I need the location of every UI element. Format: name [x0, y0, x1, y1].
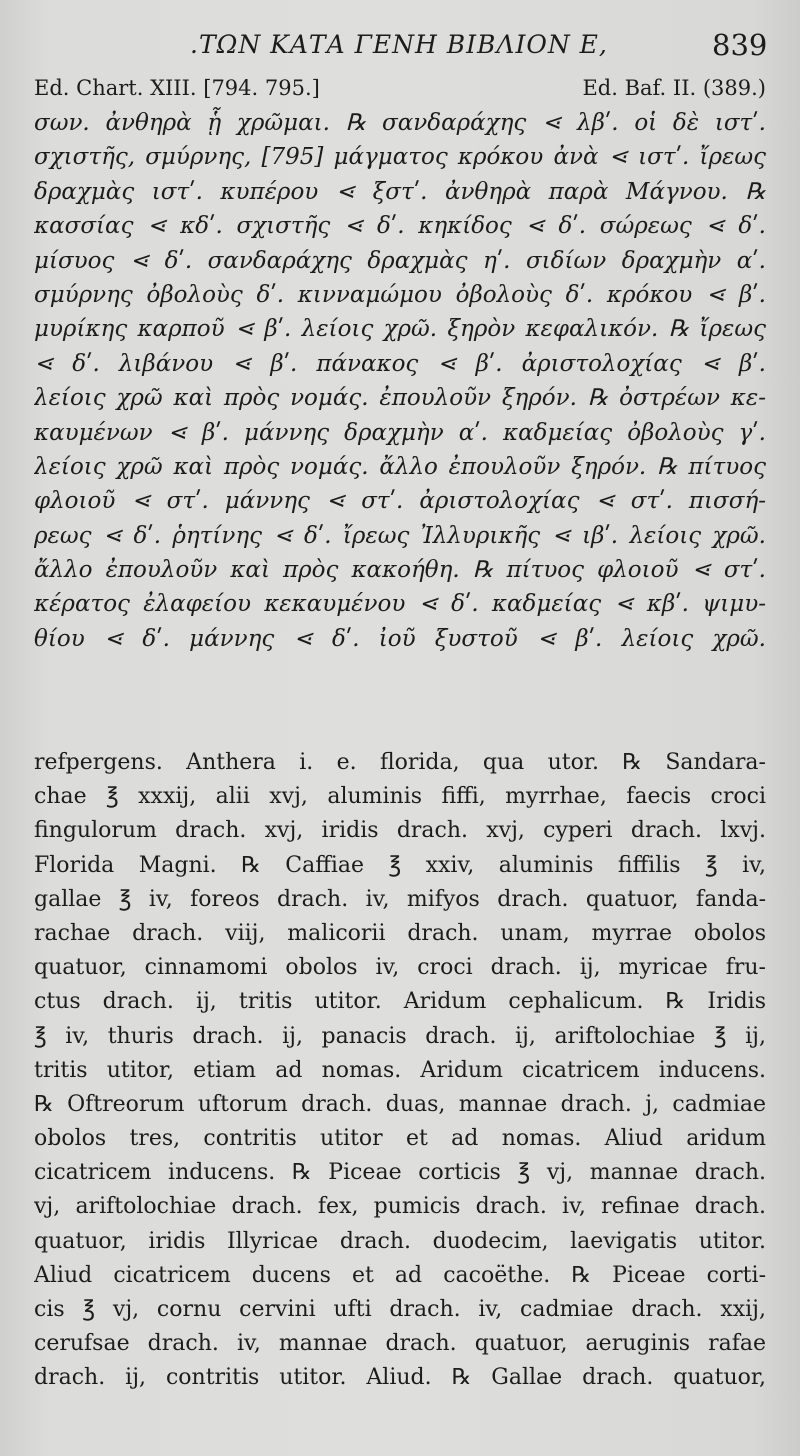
edition-references — [34, 76, 766, 108]
latin-line: Florida Magni. ℞ Caffiae ℥ xxiv, aluminis fiffilis ℥ iv, — [34, 852, 766, 878]
latin-line: Aliud cicatricem ducens et ad cacoëthe. ℞ Piceae corti- — [34, 1262, 766, 1288]
latin-line: gallae ℥ iv, foreos drach. iv, mifyos drach. quatuor, fanda- — [34, 886, 766, 912]
greek-line: καυμένων ⋖ βʹ. μάννης δραχμὴν αʹ. καδμείας ὀβολοὺς γʹ. — [34, 419, 766, 446]
latin-line: ctus drach. ij, tritis utitor. Aridum cephalicum. ℞ Iridis — [34, 989, 766, 1015]
greek-text-block — [34, 106, 766, 656]
greek-line: θίου ⋖ δʹ. μάννης ⋖ δʹ. ἰοῦ ξυστοῦ ⋖ βʹ. λείοις χρῶ. — [34, 625, 766, 652]
running-title: .ΤΩΝ ΚΑΤΑ ΓΕΝΗ ΒΙΒΛΙΟΝ Ε, — [190, 30, 608, 59]
greek-line: κασσίας ⋖ κδʹ. σχιστῆς ⋖ δʹ. κηκίδος ⋖ δʹ. σώρεως ⋖ δʹ. — [34, 213, 766, 240]
latin-line: drach. ij, contritis utitor. Aliud. ℞ Gallae drach. quatuor, — [34, 1365, 766, 1391]
greek-line: σχιστῆς, σμύρνης, [795] μάγματος κρόκου ἀνὰ ⋖ ιστʹ. ἴρεως — [34, 144, 766, 171]
greek-line: μίσυος ⋖ δʹ. σανδαράχης δραχμὰς ηʹ. σιδίων δραχμὴν αʹ. — [34, 247, 766, 274]
greek-line: σων. ἀνθηρὰ ᾗ χρῶμαι. ℞ σανδαράχης ⋖ λβʹ. οἱ δὲ ιστʹ. — [34, 110, 766, 136]
latin-line: chae ℥ xxxij, alii xvj, aluminis fiffi, myrrhae, faecis croci — [34, 784, 766, 810]
latin-line: refpergens. Anthera i. e. florida, qua utor. ℞ Sandara- — [34, 750, 766, 775]
greek-line: λείοις χρῶ καὶ πρὸς νομάς. ἐπουλοῦν ξηρόν. ℞ ὀστρέων κε- — [34, 385, 766, 412]
latin-text-block — [34, 746, 766, 1396]
latin-line: quatuor, cinnamomi obolos iv, croci drach. ij, myricae fru- — [34, 955, 766, 981]
greek-line: ἄλλο ἐπουλοῦν καὶ πρὸς κακοήθη. ℞ πίτυος φλοιοῦ ⋖ στʹ. — [34, 557, 766, 584]
latin-line: cicatricem inducens. ℞ Piceae corticis ℥ vj, mannae drach. — [34, 1160, 766, 1186]
greek-line: σμύρνης ὀβολοὺς δʹ. κινναμώμου ὀβολοὺς δʹ. κρόκου ⋖ βʹ. — [34, 281, 766, 308]
greek-line: φλοιοῦ ⋖ στʹ. μάννης ⋖ στʹ. ἀριστολοχίας ⋖ στʹ. πισσή- — [34, 488, 766, 515]
latin-line: ℞ Oftreorum uftorum drach. duas, mannae drach. j, cadmiae — [34, 1091, 766, 1117]
latin-line: obolos tres, contritis utitor et ad nomas. Aliud aridum — [34, 1126, 766, 1152]
greek-line: κέρατος ἐλαφείου κεκαυμένου ⋖ δʹ. καδμείας ⋖ κβʹ. ψιμυ- — [34, 591, 766, 618]
latin-line: vj, ariftolochiae drach. fex, pumicis drach. iv, refinae drach. — [34, 1194, 766, 1220]
latin-line: fingulorum drach. xvj, iridis drach. xvj, cyperi drach. lxvj. — [34, 818, 766, 844]
greek-line: μυρίκης καρποῦ ⋖ βʹ. λείοις χρῶ. ξηρὸν κεφαλικόν. ℞ ἴρεως — [34, 316, 766, 343]
edition-chart-reference: Ed. Chart. XIII. [794. 795.] — [34, 76, 320, 100]
latin-line: ℥ iv, thuris drach. ij, panacis drach. ij, ariftolochiae ℥ ij, — [34, 1023, 766, 1049]
latin-line: rachae drach. viij, malicorii drach. unam, myrrae obolos — [34, 920, 766, 946]
greek-line: ρεως ⋖ δʹ. ῥητίνης ⋖ δʹ. ἴρεως Ἰλλυρικῆς ⋖ ιβʹ. λείοις χρῶ. — [34, 522, 766, 549]
latin-line: cerufsae drach. iv, mannae drach. quatuor, aeruginis rafae — [34, 1331, 766, 1357]
latin-line: quatuor, iridis Illyricae drach. duodecim, laevigatis utitor. — [34, 1228, 766, 1254]
greek-line: δραχμὰς ιστʹ. κυπέρου ⋖ ξστʹ. ἀνθηρὰ παρὰ Μάγνου. ℞ — [34, 178, 766, 205]
edition-basel-reference: Ed. Baf. II. (389.) — [582, 76, 766, 100]
page-header — [0, 28, 800, 68]
latin-line: tritis utitor, etiam ad nomas. Aridum cicatricem inducens. — [34, 1057, 766, 1083]
greek-line: λείοις χρῶ καὶ πρὸς νομάς. ἄλλο ἐπουλοῦν ξηρόν. ℞ πίτυος — [34, 453, 766, 480]
page-number: 839 — [712, 28, 768, 62]
greek-line: ⋖ δʹ. λιβάνου ⋖ βʹ. πάνακος ⋖ βʹ. ἀριστολοχίας ⋖ βʹ. — [34, 350, 766, 377]
latin-line: cis ℥ vj, cornu cervini ufti drach. iv, cadmiae drach. xxij, — [34, 1297, 766, 1322]
